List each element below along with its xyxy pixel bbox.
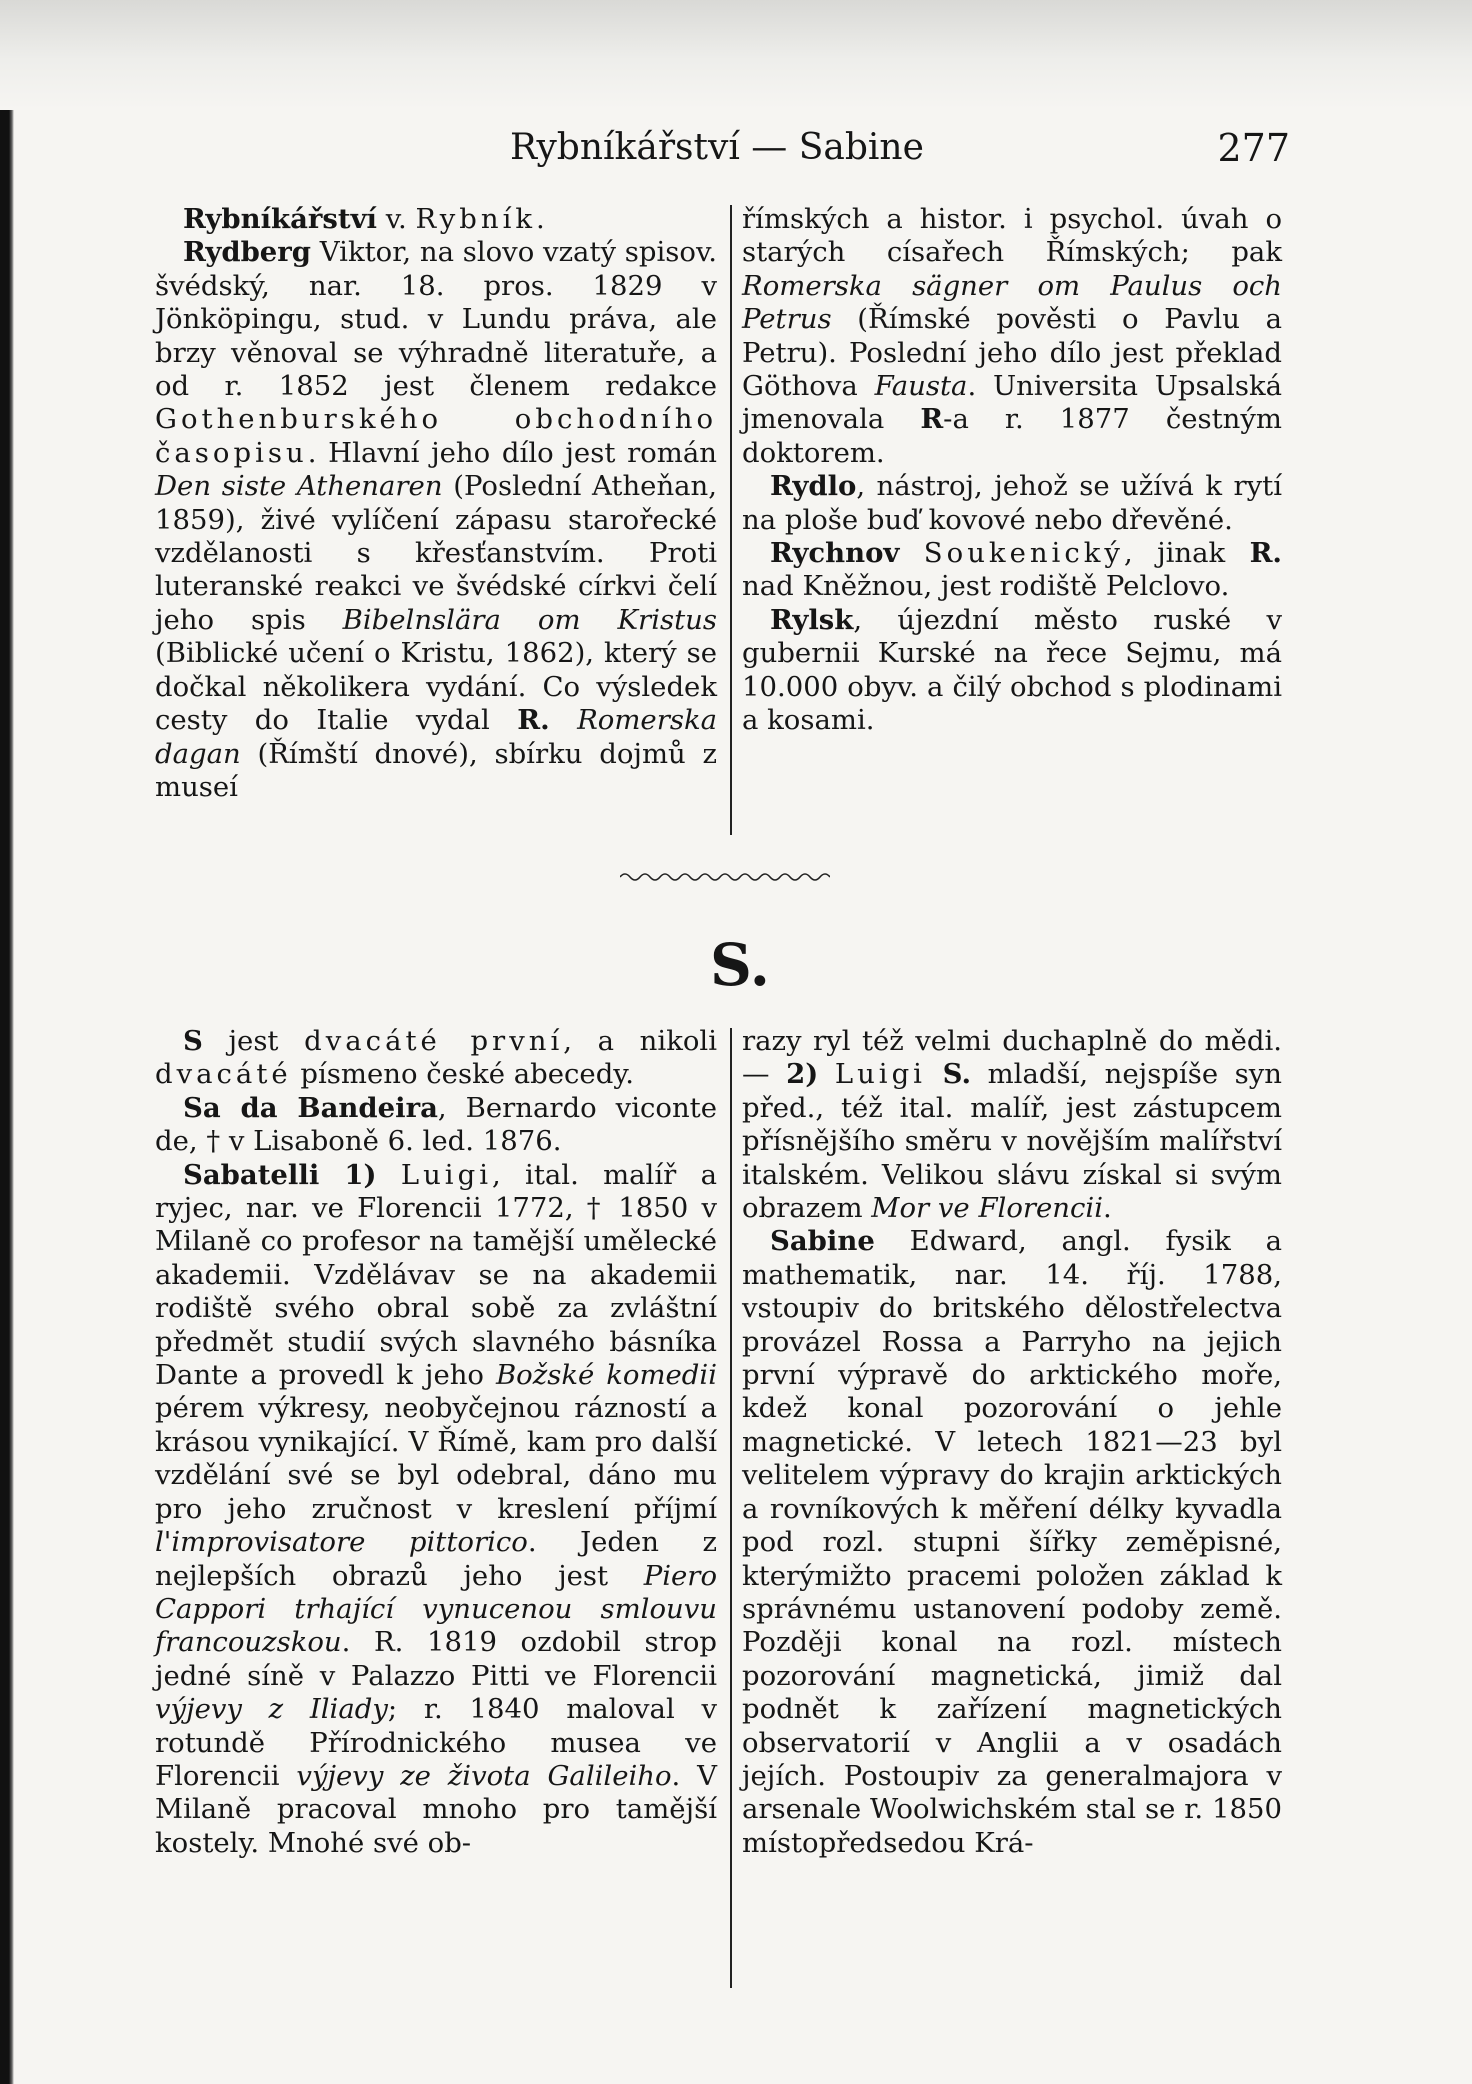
- entry-continuation: razy ryl též velmi duchaplně do mědi. — 2) Luigi S. mladší, nejspíše syn před., též ital. malíř, jest zástupcem přísnějšího směru v novějším malířství italském. Velikou slávu získal si svým obrazem Mor ve Florencii.: [742, 1025, 1283, 1225]
- column-divider: [730, 205, 732, 835]
- work-title: výjevy ze života Galileiho: [296, 1759, 672, 1792]
- page-number: 277: [1217, 126, 1290, 170]
- running-header: [500, 118, 1300, 178]
- entry-headword: Rydberg: [183, 236, 312, 269]
- section-letter: S.: [709, 931, 770, 999]
- work-title: Mor ve Florencii: [871, 1192, 1104, 1225]
- entry-rychnov: Rychnov Soukenický, jinak R. nad Kněžnou, jest rodiště Pelclovo.: [742, 537, 1282, 603]
- column-top-left: [155, 203, 717, 804]
- entry-headword: Sa da Bandeira: [183, 1091, 438, 1124]
- column-bottom-left: [155, 1025, 717, 1860]
- book-title: Romerska sägner om Paulus och Petrus: [742, 269, 1282, 336]
- entry-rylsk: Rylsk, újezdní město ruské v gubernii Kurské na řece Sejmu, má 10.000 obyv. a čilý obchod s plodinami a kosami.: [742, 603, 1282, 737]
- entry-headword: Rybníkářství: [183, 203, 377, 235]
- entry-rybnikarstvi: Rybníkářství v. Rybník.: [183, 203, 545, 235]
- ornamental-divider: [620, 870, 830, 884]
- work-title: l'improvisatore pittorico: [155, 1526, 528, 1559]
- page-title: Rybníkářství — Sabine: [510, 127, 924, 168]
- book-title: Den siste Athenaren: [155, 470, 443, 503]
- entry-headword: Rydlo: [770, 470, 857, 503]
- entry-sa-da-bandeira: Sa da Bandeira, Bernardo viconte de, † v Lisaboně 6. led. 1876.: [155, 1091, 717, 1158]
- work-title: Božské komedii: [495, 1359, 717, 1392]
- entry-rydberg: Rydberg Viktor, na slovo vzatý spisov. švédský, nar. 18. pros. 1829 v Jönköpingu, stud. v Lundu práva, ale brzy věnoval se výhradně literatuře, a od r. 1852 jest členem redakce Gothenburského obchodního časopisu. Hlavní jeho dílo jest román Den siste Athenaren (Poslední Atheňan, 1859), živé vylíčení zápasu starořecké vzdělanosti s křesťanstvím. Proti luteranské reakci ve švédské církvi čelí jeho spis Bibelnslära om Kristus (Biblické učení o Kristu, 1862), který se dočkal několikera vydání. Co výsledek cesty do Italie vydal R. Romerska dagan (Římští dnové), sbírku dojmů z museí: [155, 236, 718, 803]
- entry-headword: Sabine: [770, 1225, 875, 1258]
- book-title: Bibelnslära om Kristus: [342, 603, 717, 636]
- work-title: Piero Cappori trhající vynucenou smlouvu francouzskou: [155, 1559, 717, 1659]
- entry-s: S jest dvacáté první, a nikoli dvacáté písmeno české abecedy.: [155, 1025, 717, 1091]
- entry-headword: Rychnov: [770, 537, 900, 570]
- work-title: výjevy z Iliady: [155, 1693, 388, 1726]
- book-title: Romerska dagan: [155, 704, 718, 770]
- entry-continuation: římských a histor. i psychol. úvah o starých císařech Římských; pak Romerska sägner om Paulus och Petrus (Římské pověsti o Pavlu a Petru). Poslední jeho dílo jest překlad Göthova Fausta. Universita Upsalská jmenovala R-a r. 1877 čestným doktorem.: [742, 203, 1282, 469]
- column-bottom-right: [742, 1025, 1282, 1860]
- entry-sabatelli: Sabatelli 1) Luigi, ital. malíř a ryjec, nar. ve Florencii 1772, † 1850 v Milaně co profesor na tamější umělecké akademii. Vzdělávav se na akademii rodiště svého obral sobě za zvláštní předmět studií svých slavného básníka Dante a provedl k jeho Božské komedii pérem výkresy, neobyčejnou rázností a krásou vynikající. V Římě, kam pro další vzdělání své se byl odebral, dáno mu pro jeho zručnost v kreslení příjmí l'improvisatore pittorico. Jeden z nejlepších obrazů jeho jest Piero Cappori trhající vynucenou smlouvu francouzskou. R. 1819 ozdobil strop jedné síně v Palazzo Pitti ve Florencii výjevy z Iliady; r. 1840 maloval v rotundě Přírodnického musea ve Florencii výjevy ze života Galileiho. V Milaně pracoval mnoho pro tamější kostely. Mnohé své ob-: [155, 1158, 718, 1859]
- entry-rydlo: Rydlo, nástroj, jehož se užívá k rytí na ploše buď kovové nebo dřevěné.: [742, 470, 1282, 536]
- cross-reference: Rybník: [415, 203, 537, 235]
- entry-headword: S: [183, 1025, 203, 1057]
- column-top-right: [742, 203, 1282, 738]
- entry-sabine: Sabine Edward, angl. fysik a mathematik, nar. 14. říj. 1788, vstoupiv do britského dělostřelectva provázel Rossa a Parryho na jejich první výpravě do arktického moře, kdež konal pozorování o jehle magnetické. V letech 1821—23 byl velitelem výpravy do krajin arktických a rovníkových k měření délky kyvadla pod rozl. stupni šířky zeměpisné, kterýmižto pracemi položen základ k správnému ustanovení podoby země. Později konal na rozl. místech pozorování magnetická, jimiž dal podnět k zařízení magnetických observatorií v Anglii a v osadách jejích. Postoupiv za generalmajora v arsenale Woolwichském stal se r. 1850 místopředsedou Krá-: [742, 1225, 1282, 1859]
- scan-shadow: [0, 0, 1472, 110]
- column-divider: [730, 1028, 732, 1988]
- book-title: Fausta: [874, 370, 968, 403]
- page-edge: [0, 0, 14, 2084]
- entry-headword: Sabatelli 1): [183, 1158, 377, 1191]
- entry-headword: Rylsk: [770, 603, 854, 636]
